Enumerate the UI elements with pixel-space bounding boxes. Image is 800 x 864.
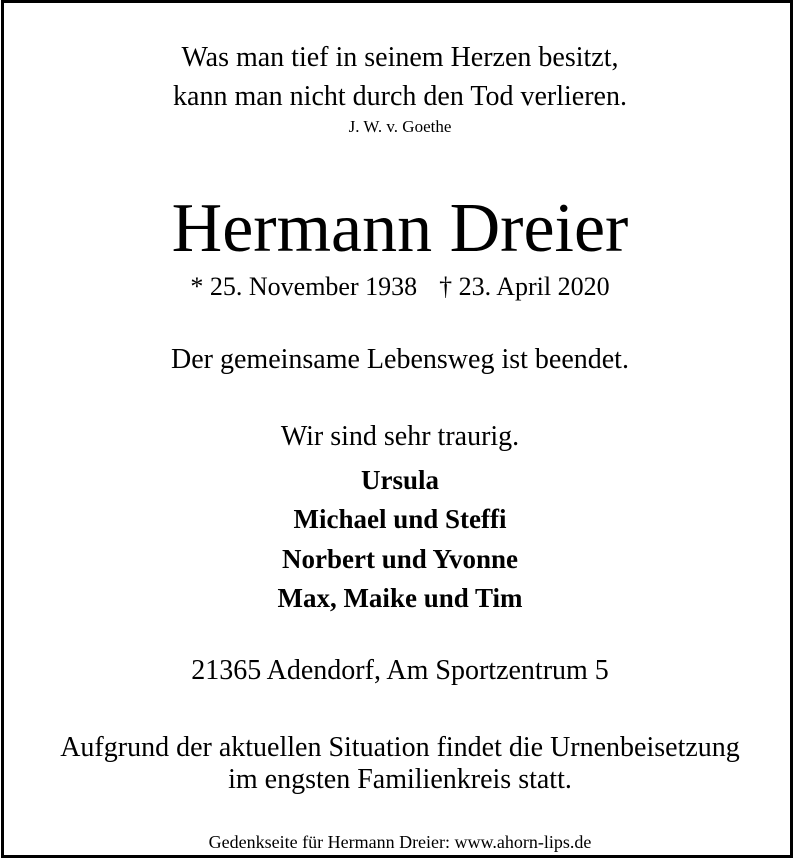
memorial-page-footer: Gedenkseite für Hermann Dreier: www.ahorn-lips.de [208, 832, 592, 852]
mourner-name: Norbert und Yvonne [281, 544, 519, 574]
mourner-name: Michael und Steffi [293, 504, 507, 534]
sorrow-text: Wir sind sehr traurig. [280, 421, 520, 452]
quote-line-2: kann man nicht durch den Tod verlieren. [173, 81, 627, 112]
notice-line-1: Aufgrund der aktuellen Situation findet die Urnenbeisetzung [60, 732, 740, 763]
life-dates [0, 272, 800, 302]
family-address: 21365 Adendorf, Am Sportzentrum 5 [191, 655, 609, 686]
quote-line-1: Was man tief in seinem Herzen besitzt, [181, 42, 619, 73]
notice-line-2: im engsten Familienkreis statt. [228, 764, 572, 795]
death-date: † 23. April 2020 [439, 272, 610, 301]
deceased-name: Hermann Dreier [171, 190, 629, 267]
quote-author: J. W. v. Goethe [348, 117, 452, 136]
mourner-name: Ursula [360, 465, 439, 495]
statement-text: Der gemeinsame Lebensweg ist beendet. [171, 344, 629, 375]
birth-date: * 25. November 1938 [190, 272, 418, 301]
mourner-name: Max, Maike und Tim [277, 583, 523, 613]
